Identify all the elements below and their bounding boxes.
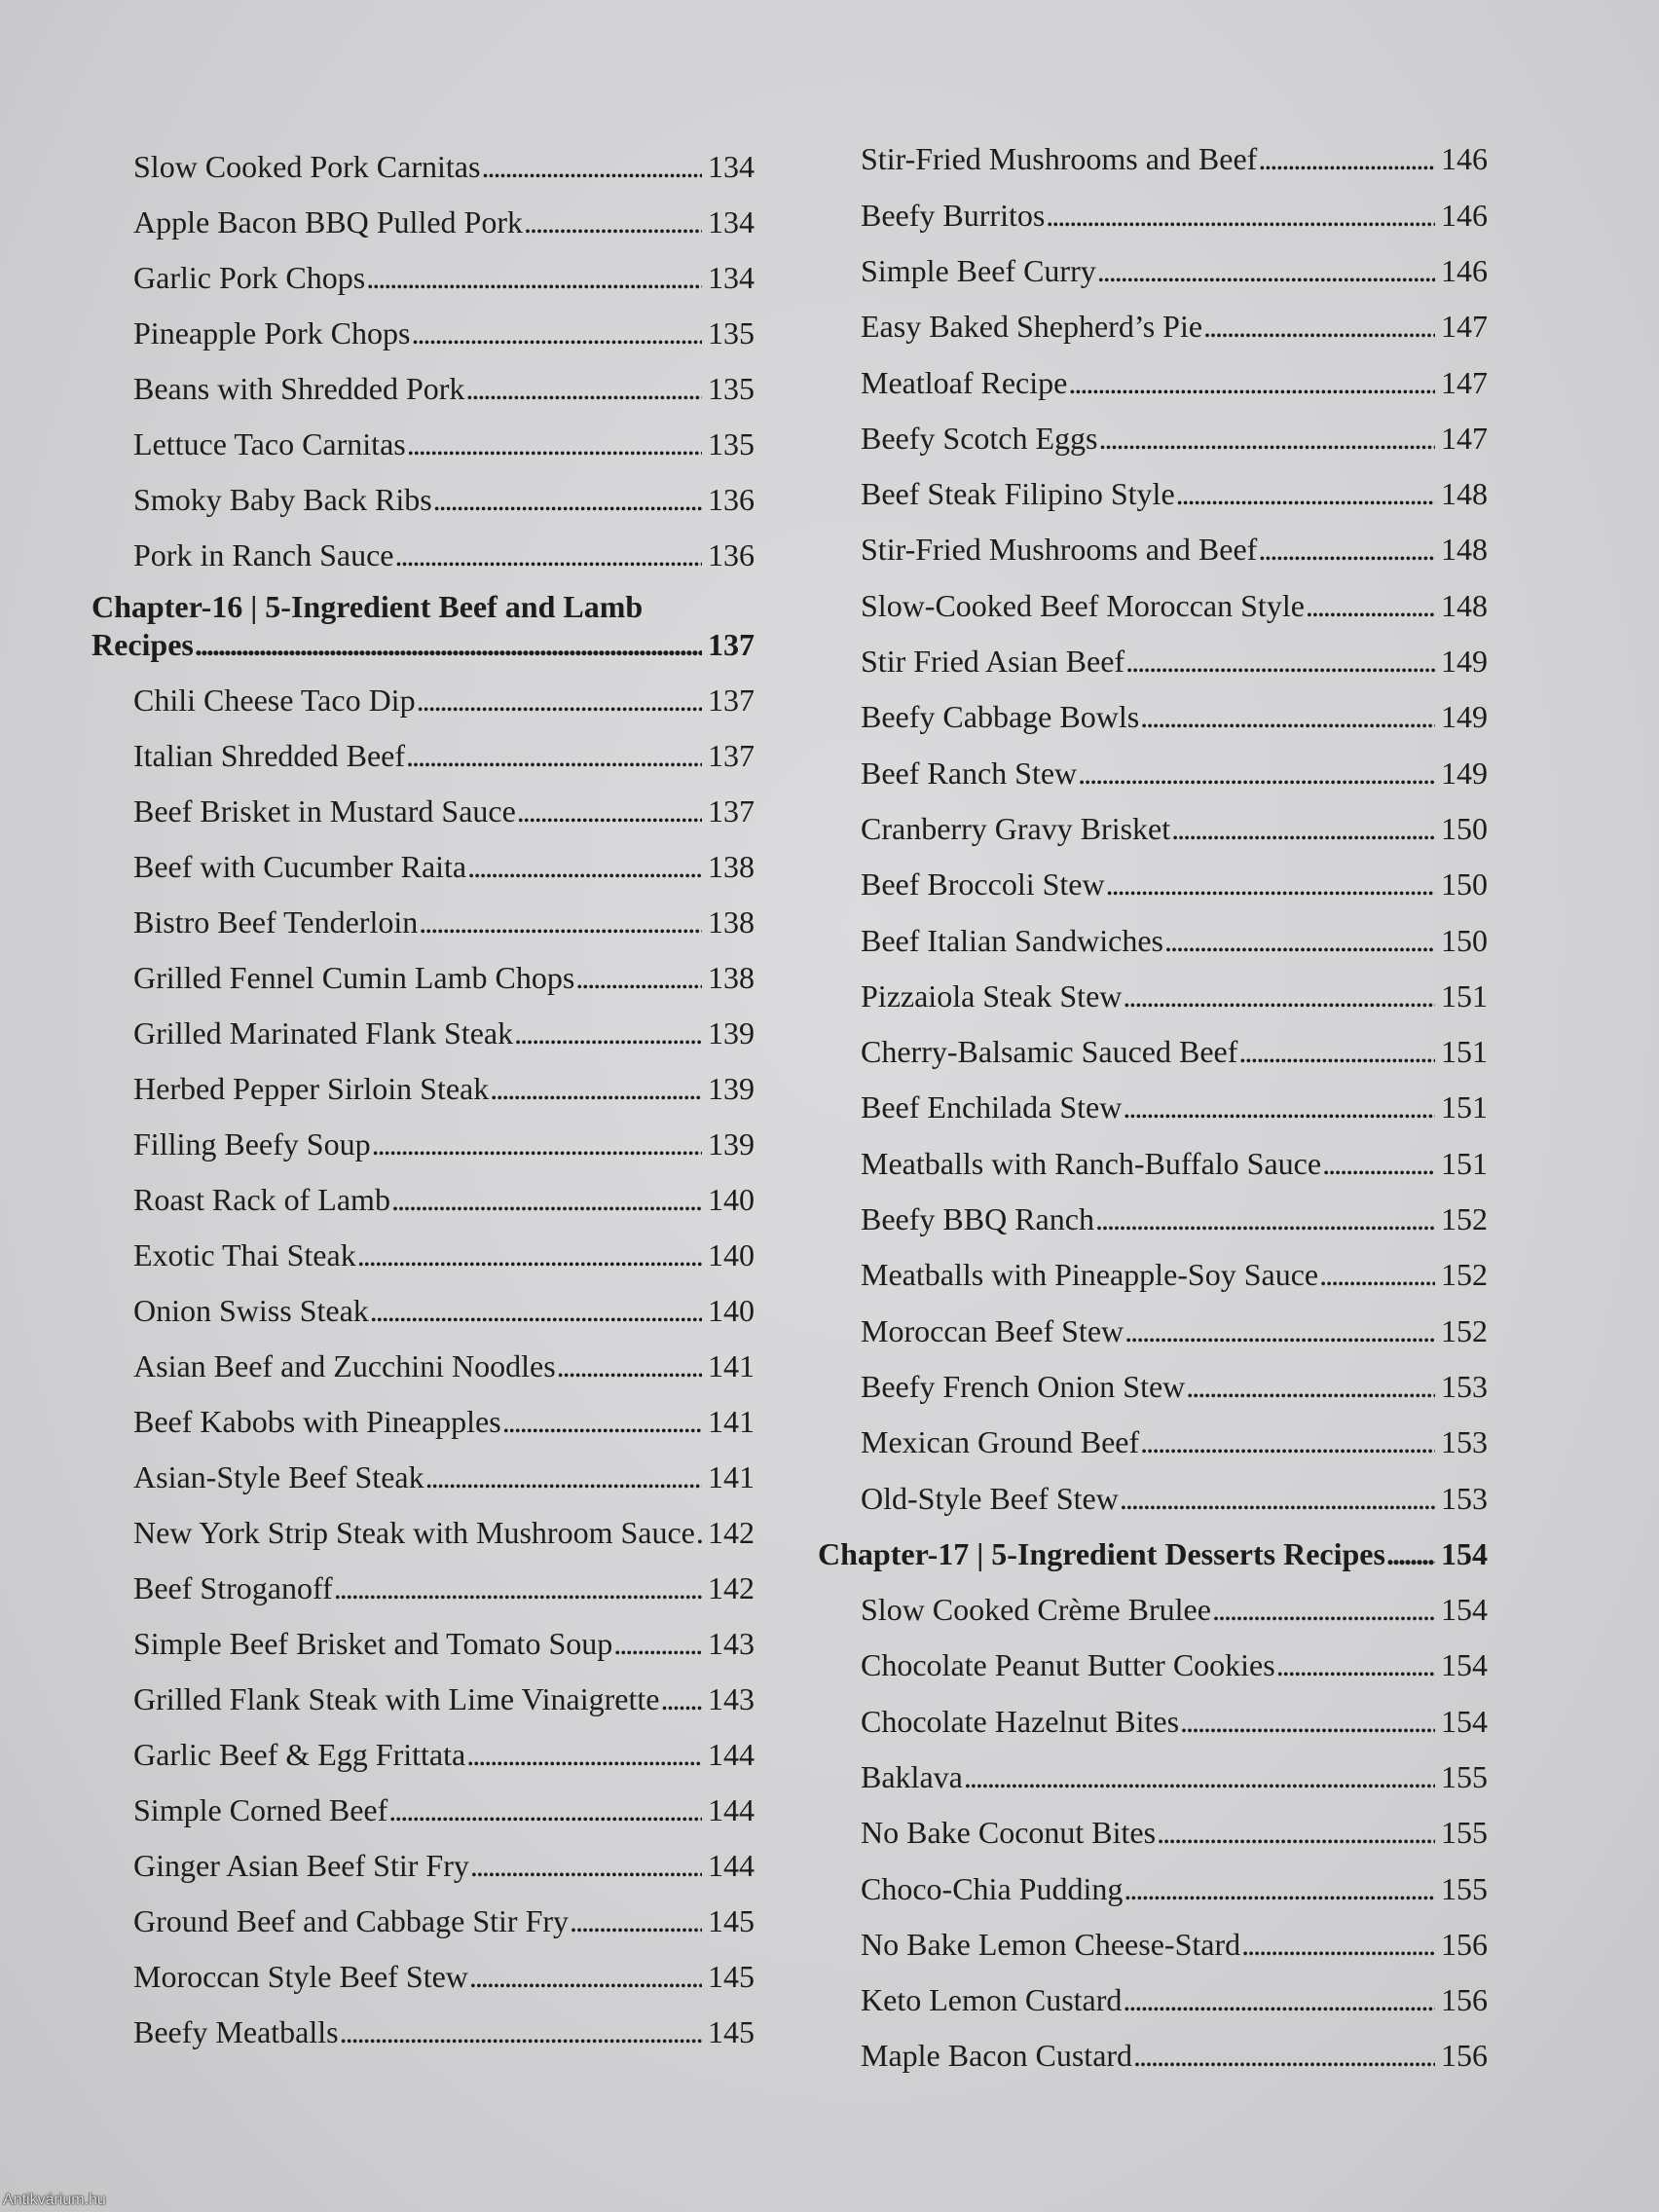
entry-page-number: 144 — [708, 1847, 755, 1883]
entry-title: Maple Bacon Custard — [861, 2038, 1133, 2074]
entry-page-number: 138 — [708, 903, 755, 940]
entry-title: Slow Cooked Pork Carnitas — [133, 148, 481, 184]
toc-entry — [861, 131, 1488, 187]
entry-page-number: 142 — [708, 1569, 755, 1605]
toc-entry — [861, 1972, 1488, 2028]
entry-title: Stir Fried Asian Beef — [861, 644, 1125, 680]
entry-page-number: 151 — [1441, 1034, 1488, 1070]
toc-entry — [133, 1117, 755, 1172]
toc-entry — [133, 139, 755, 195]
entry-page-number: 144 — [708, 1791, 755, 1827]
toc-entry — [133, 950, 755, 1006]
entry-page-number: 146 — [1441, 197, 1488, 233]
entry-page-number: 141 — [708, 1403, 755, 1439]
toc-entry — [861, 1694, 1488, 1750]
entry-page-number: 155 — [1441, 1870, 1488, 1906]
entry-page-number: 150 — [1441, 810, 1488, 846]
toc-entry — [133, 1172, 755, 1228]
toc-entry — [861, 466, 1488, 522]
toc-entry — [861, 1582, 1488, 1638]
toc-entry — [861, 746, 1488, 801]
toc-entry — [133, 361, 755, 417]
entry-page-number: 152 — [1441, 1257, 1488, 1293]
toc-entry — [861, 1304, 1488, 1359]
entry-page-number: 155 — [1441, 1759, 1488, 1794]
toc-entry — [133, 1616, 755, 1672]
entry-page-number: 135 — [708, 370, 755, 406]
toc-entry — [861, 634, 1488, 689]
toc-entry — [861, 1638, 1488, 1693]
entry-page-number: 135 — [708, 425, 755, 461]
toc-entry — [861, 913, 1488, 969]
toc-entry — [133, 1061, 755, 1117]
entry-title: Grilled Marinated Flank Steak — [133, 1014, 514, 1051]
entry-title: No Bake Lemon Cheese-Stard — [861, 1926, 1241, 1962]
toc-entry — [133, 1672, 755, 1727]
entry-title: Pineapple Pork Chops — [133, 314, 411, 350]
entry-title: New York Strip Steak with Mushroom Sauce — [133, 1514, 695, 1550]
entry-page-number: 137 — [708, 737, 755, 773]
entry-page-number: 149 — [1441, 644, 1488, 680]
entry-title: Filling Beefy Soup — [133, 1125, 371, 1161]
entry-title: Beef Steak Filipino Style — [861, 476, 1175, 512]
entry-title: Simple Beef Brisket and Tomato Soup — [133, 1625, 613, 1661]
entry-title: Simple Corned Beef — [133, 1791, 388, 1827]
entry-title: Simple Beef Curry — [861, 252, 1096, 288]
chapter-heading — [818, 1527, 1488, 1582]
toc-entry — [861, 1024, 1488, 1080]
entry-page-number: 143 — [708, 1680, 755, 1716]
toc-entry — [133, 1838, 755, 1894]
entry-title: Beef Enchilada Stew — [861, 1089, 1123, 1125]
entry-page-number: 135 — [708, 314, 755, 350]
toc-entry — [861, 2028, 1488, 2083]
watermark: Antikvárium.hu — [3, 2192, 106, 2208]
entry-page-number: 141 — [708, 1347, 755, 1383]
entry-page-number: 143 — [708, 1625, 755, 1661]
entry-page-number: 150 — [1441, 922, 1488, 958]
entry-title: Beef Italian Sandwiches — [861, 922, 1163, 958]
entry-page-number: 145 — [708, 2013, 755, 2049]
entry-title: Asian-Style Beef Steak — [133, 1458, 424, 1494]
entry-title: Herbed Pepper Sirloin Steak — [133, 1070, 490, 1106]
entry-title: Slow-Cooked Beef Moroccan Style — [861, 587, 1305, 623]
toc-entry — [861, 522, 1488, 577]
entry-title: Ground Beef and Cabbage Stir Fry — [133, 1902, 570, 1938]
entry-page-number: 142 — [708, 1514, 755, 1550]
entry-title: Beefy Cabbage Bowls — [861, 699, 1140, 735]
entry-title: Grilled Fennel Cumin Lamb Chops — [133, 959, 575, 995]
entry-title: Meatloaf Recipe — [861, 364, 1068, 400]
entry-page-number: 148 — [1441, 532, 1488, 568]
toc-entry — [861, 1750, 1488, 1805]
entry-page-number: 146 — [1441, 141, 1488, 177]
toc-entry — [133, 1561, 755, 1616]
toc-entry — [861, 188, 1488, 243]
entry-title: Ginger Asian Beef Stir Fry — [133, 1847, 469, 1883]
entry-page-number: 154 — [1441, 1592, 1488, 1628]
entry-title: Stir-Fried Mushrooms and Beef — [861, 141, 1258, 177]
entry-page-number: 145 — [708, 1902, 755, 1938]
toc-entry — [133, 1283, 755, 1339]
toc-entry — [861, 1862, 1488, 1917]
entry-title: Asian Beef and Zucchini Noodles — [133, 1347, 556, 1383]
toc-entry — [861, 1471, 1488, 1527]
toc-entry — [133, 250, 755, 306]
entry-title: Italian Shredded Beef — [133, 737, 405, 773]
entry-title: Chocolate Hazelnut Bites — [861, 1703, 1180, 1739]
toc-entry — [133, 417, 755, 472]
entry-page-number: 137 — [708, 793, 755, 829]
entry-page-number: 154 — [1441, 1647, 1488, 1683]
entry-page-number: 155 — [1441, 1815, 1488, 1851]
toc-entry — [133, 1505, 755, 1561]
entry-page-number: 140 — [708, 1236, 755, 1272]
toc-entry — [133, 1339, 755, 1394]
entry-page-number: 137 — [708, 682, 755, 718]
toc-entry — [861, 801, 1488, 857]
entry-title: Onion Swiss Steak — [133, 1292, 369, 1328]
entry-page-number: 146 — [1441, 252, 1488, 288]
toc-entry — [861, 689, 1488, 745]
entry-title: Stir-Fried Mushrooms and Beef — [861, 532, 1258, 568]
toc-entry — [133, 472, 755, 528]
toc-entry — [861, 299, 1488, 354]
entry-title: Slow Cooked Crème Brulee — [861, 1592, 1211, 1628]
toc-entry — [861, 1136, 1488, 1192]
entry-page-number: 151 — [1441, 977, 1488, 1014]
entry-title: Exotic Thai Steak — [133, 1236, 356, 1272]
toc-entry — [133, 1228, 755, 1283]
entry-title: Lettuce Taco Carnitas — [133, 425, 406, 461]
entry-page-number: 148 — [1441, 587, 1488, 623]
toc-entry — [133, 306, 755, 361]
entry-title: Bistro Beef Tenderloin — [133, 903, 419, 940]
entry-title: Garlic Beef & Egg Frittata — [133, 1736, 466, 1772]
chapter-title: Chapter-16 | 5-Ingredient Beef and Lamb Recipes — [92, 588, 644, 662]
entry-page-number: 136 — [708, 536, 755, 572]
entry-title: Apple Bacon BBQ Pulled Pork — [133, 203, 523, 240]
toc-entry — [133, 1727, 755, 1783]
entry-title: No Bake Coconut Bites — [861, 1815, 1157, 1851]
entry-title: Smoky Baby Back Ribs — [133, 481, 432, 517]
entry-title: Beef with Cucumber Raita — [133, 848, 467, 884]
entry-page-number: 140 — [708, 1181, 755, 1217]
entry-page-number: 134 — [708, 259, 755, 295]
entry-title: Beef Ranch Stew — [861, 755, 1078, 791]
entry-page-number: 141 — [708, 1458, 755, 1494]
entry-page-number: 138 — [708, 848, 755, 884]
toc-entry — [861, 1247, 1488, 1303]
toc-entry — [133, 895, 755, 950]
toc-entry — [861, 1805, 1488, 1861]
entry-page-number: 140 — [708, 1292, 755, 1328]
toc-entry — [861, 411, 1488, 466]
entry-page-number: 134 — [708, 148, 755, 184]
entry-title: Choco-Chia Pudding — [861, 1870, 1124, 1906]
toc-entry — [861, 857, 1488, 912]
chapter-page-number: 137 — [708, 626, 755, 662]
chapter-page-number: 154 — [1441, 1535, 1488, 1571]
entry-page-number: 156 — [1441, 2038, 1488, 2074]
entry-page-number: 147 — [1441, 420, 1488, 456]
entry-page-number: 139 — [708, 1014, 755, 1051]
entry-page-number: 154 — [1441, 1703, 1488, 1739]
toc-entry — [133, 673, 755, 728]
entry-title: Beef Stroganoff — [133, 1569, 333, 1605]
entry-title: Beef Kabobs with Pineapples — [133, 1403, 501, 1439]
entry-title: Chocolate Peanut Butter Cookies — [861, 1647, 1275, 1683]
entry-title: Moroccan Style Beef Stew — [133, 1958, 468, 1994]
entry-title: Grilled Flank Steak with Lime Vinaigrette — [133, 1680, 660, 1716]
entry-title: Keto Lemon Custard — [861, 1982, 1123, 2018]
chapter-heading — [92, 583, 755, 673]
toc-entry — [133, 1006, 755, 1061]
entry-title: Cherry-Balsamic Sauced Beef — [861, 1034, 1238, 1070]
toc-right-column — [818, 131, 1488, 2083]
entry-page-number: 145 — [708, 1958, 755, 1994]
entry-title: Easy Baked Shepherd’s Pie — [861, 309, 1203, 345]
entry-title: Garlic Pork Chops — [133, 259, 366, 295]
toc-entry — [861, 1359, 1488, 1415]
entry-title: Pizzaiola Steak Stew — [861, 977, 1123, 1014]
entry-title: Beef Broccoli Stew — [861, 866, 1105, 903]
entry-page-number: 139 — [708, 1070, 755, 1106]
toc-entry — [861, 578, 1488, 634]
entry-title: Chili Cheese Taco Dip — [133, 682, 416, 718]
toc-entry — [861, 969, 1488, 1024]
toc-entry — [133, 195, 755, 250]
entry-title: Mexican Ground Beef — [861, 1424, 1140, 1460]
toc-entry — [133, 784, 755, 839]
entry-page-number: 152 — [1441, 1312, 1488, 1348]
entry-page-number: 136 — [708, 481, 755, 517]
entry-title: Old-Style Beef Stew — [861, 1480, 1119, 1516]
entry-page-number: 156 — [1441, 1926, 1488, 1962]
chapter-title: Chapter-17 | 5-Ingredient Desserts Recipes — [818, 1535, 1385, 1571]
toc-entry — [133, 1949, 755, 2005]
toc-entry — [133, 528, 755, 583]
toc-entry — [133, 1450, 755, 1505]
entry-page-number: 151 — [1441, 1145, 1488, 1181]
entry-page-number: 148 — [1441, 476, 1488, 512]
toc-entry — [861, 1192, 1488, 1247]
entry-page-number: 147 — [1441, 309, 1488, 345]
toc-entry — [861, 1080, 1488, 1135]
toc-entry — [861, 1415, 1488, 1470]
entry-page-number: 147 — [1441, 364, 1488, 400]
toc-left-column — [92, 139, 755, 2060]
toc-entry — [133, 2005, 755, 2060]
toc-entry — [133, 728, 755, 784]
entry-page-number: 153 — [1441, 1368, 1488, 1404]
entry-title: Cranberry Gravy Brisket — [861, 810, 1171, 846]
toc-entry — [861, 1917, 1488, 1972]
entry-title: Meatballs with Pineapple-Soy Sauce — [861, 1257, 1319, 1293]
entry-page-number: 139 — [708, 1125, 755, 1161]
entry-page-number: 151 — [1441, 1089, 1488, 1125]
entry-title: Moroccan Beef Stew — [861, 1312, 1124, 1348]
entry-page-number: 153 — [1441, 1480, 1488, 1516]
entry-title: Meatballs with Ranch-Buffalo Sauce — [861, 1145, 1322, 1181]
entry-page-number: 150 — [1441, 866, 1488, 903]
toc-entry — [133, 1394, 755, 1450]
entry-title: Beefy Scotch Eggs — [861, 420, 1098, 456]
entry-page-number: 149 — [1441, 699, 1488, 735]
entry-page-number: 153 — [1441, 1424, 1488, 1460]
entry-title: Baklava — [861, 1759, 963, 1794]
entry-title: Beef Brisket in Mustard Sauce — [133, 793, 516, 829]
entry-page-number: 144 — [708, 1736, 755, 1772]
entry-title: Beefy BBQ Ranch — [861, 1201, 1094, 1237]
entry-page-number: 152 — [1441, 1201, 1488, 1237]
entry-title: Pork in Ranch Sauce — [133, 536, 394, 572]
toc-entry — [861, 243, 1488, 299]
entry-title: Beefy Meatballs — [133, 2013, 339, 2049]
toc-entry — [133, 1894, 755, 1949]
entry-page-number: 156 — [1441, 1982, 1488, 2018]
entry-title: Beefy Burritos — [861, 197, 1046, 233]
toc-entry — [133, 839, 755, 895]
entry-page-number: 138 — [708, 959, 755, 995]
entry-title: Beefy French Onion Stew — [861, 1368, 1186, 1404]
toc-entry — [861, 355, 1488, 411]
entry-page-number: 134 — [708, 203, 755, 240]
entry-title: Roast Rack of Lamb — [133, 1181, 390, 1217]
toc-entry — [133, 1783, 755, 1838]
entry-page-number: 149 — [1441, 755, 1488, 791]
entry-title: Beans with Shredded Pork — [133, 370, 465, 406]
